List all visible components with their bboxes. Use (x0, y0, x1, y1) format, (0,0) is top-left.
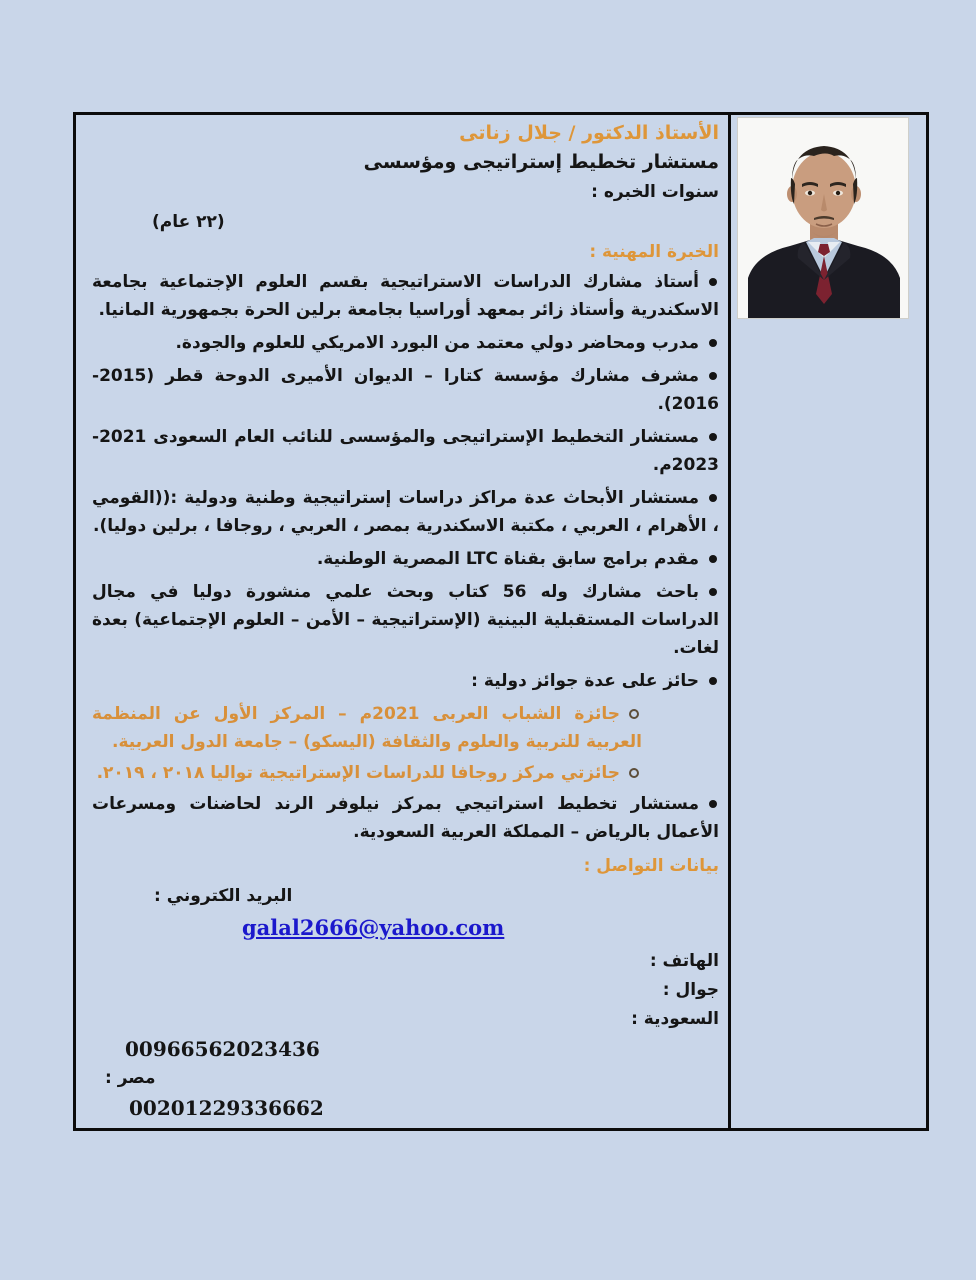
email-label: البريد الكتروني : (154, 886, 293, 906)
list-item-text: مدرب ومحاضر دولي معتمد من البورد الامريكي للعلوم والجودة. (175, 333, 699, 353)
award-list-item (92, 759, 642, 787)
disc-bullet-icon (699, 578, 719, 600)
disc-bullet-icon (699, 667, 719, 689)
circle-bullet-icon (620, 759, 642, 781)
egypt-phone-number: 00201229336662 (129, 1096, 324, 1120)
circle-bullet-icon (620, 700, 642, 722)
cv-content-column (76, 115, 728, 1128)
phone-label: الهاتف : (649, 951, 719, 971)
list-item-text: مشرف مشارك مؤسسة كتارا – الديوان الأميرى الدوحة قطر (2015-2016). (92, 366, 719, 414)
email-link[interactable]: galal2666@yahoo.com (242, 915, 505, 940)
experience-list-item (92, 329, 719, 357)
mobile-label: جوال : (662, 980, 719, 1000)
list-item-text: جائزة الشباب العربى 2021م – المركز الأول عن المنظمة العربية للتربية والعلوم والثقافة (اليسكو) – جامعة الدول العربية. (92, 704, 642, 752)
experience-list-item (92, 545, 719, 573)
list-item-text: جائزتي مركز روجافا للدراسات الإستراتيجية تواليا ٢٠١٨ ، ٢٠١٩. (96, 763, 620, 783)
egypt-label: مصر : (105, 1068, 156, 1088)
experience-years-value: (٢٢ عام) (152, 212, 225, 232)
disc-bullet-icon (699, 423, 719, 445)
experience-list-item (92, 667, 719, 695)
list-item-text: باحث مشارك وله 56 كتاب وبحث علمي منشورة دوليا في مجال الدراسات المستقبلية البينية (الإستراتيجية – الأمن – العلوم الإجتماعية) بعدة لغات. (92, 582, 719, 658)
page-subtitle: مستشار تخطيط إستراتيجى ومؤسسى (363, 151, 719, 173)
portrait-illustration (738, 118, 908, 318)
experience-list-item (92, 423, 719, 479)
experience-list-item (92, 578, 719, 662)
experience-list-item (92, 790, 719, 846)
award-list-item (92, 700, 642, 756)
section-heading-contact: بيانات التواصل : (583, 856, 719, 876)
disc-bullet-icon (699, 790, 719, 812)
list-item-text: حائز على عدة جوائز دولية : (471, 671, 699, 691)
email-line (242, 911, 719, 947)
disc-bullet-icon (699, 484, 719, 506)
list-item-text: مستشار التخطيط الإستراتيجى والمؤسسى للنائب العام السعودى 2021-2023م. (92, 427, 719, 475)
experience-list-item (92, 268, 719, 324)
experience-years-label: سنوات الخبره : (591, 182, 719, 202)
photo-column (728, 115, 926, 1128)
disc-bullet-icon (699, 362, 719, 384)
disc-bullet-icon (699, 545, 719, 567)
list-item-text: مستشار الأبحاث عدة مراكز دراسات إستراتيجية وطنية ودولية :((القومي ، الأهرام ، العربي ، مكتبة الاسكندرية بمصر ، العربي ، روجافا ، برلين دوليا). (92, 488, 719, 536)
list-item-text: أستاذ مشارك الدراسات الاستراتيجية بقسم العلوم الإجتماعية بجامعة الاسكندرية وأستاذ زائر بمعهد أوراسيا بجامعة برلين الحرة بجمهورية المانيا. (92, 272, 719, 320)
list-item-text: مستشار تخطيط استراتيجي بمركز نيلوفر الرند لحاضنات ومسرعات الأعمال بالرياض – المملكة العربية السعودية. (92, 794, 719, 842)
ksa-label: السعودية : (631, 1009, 719, 1029)
disc-bullet-icon (699, 268, 719, 290)
section-heading-professional-experience: الخبرة المهنية : (589, 242, 719, 262)
page-title: الأستاذ الدكتور / جلال زناتى (459, 122, 719, 144)
portrait-photo (737, 117, 909, 319)
ksa-phone-number: 00966562023436 (125, 1037, 320, 1061)
list-item-text: مقدم برامج سابق بقناة LTC المصرية الوطنية. (316, 549, 699, 569)
disc-bullet-icon (699, 329, 719, 351)
experience-list (92, 268, 719, 846)
experience-list-item (92, 484, 719, 540)
cv-document-box (73, 112, 929, 1131)
experience-list-item (92, 362, 719, 418)
